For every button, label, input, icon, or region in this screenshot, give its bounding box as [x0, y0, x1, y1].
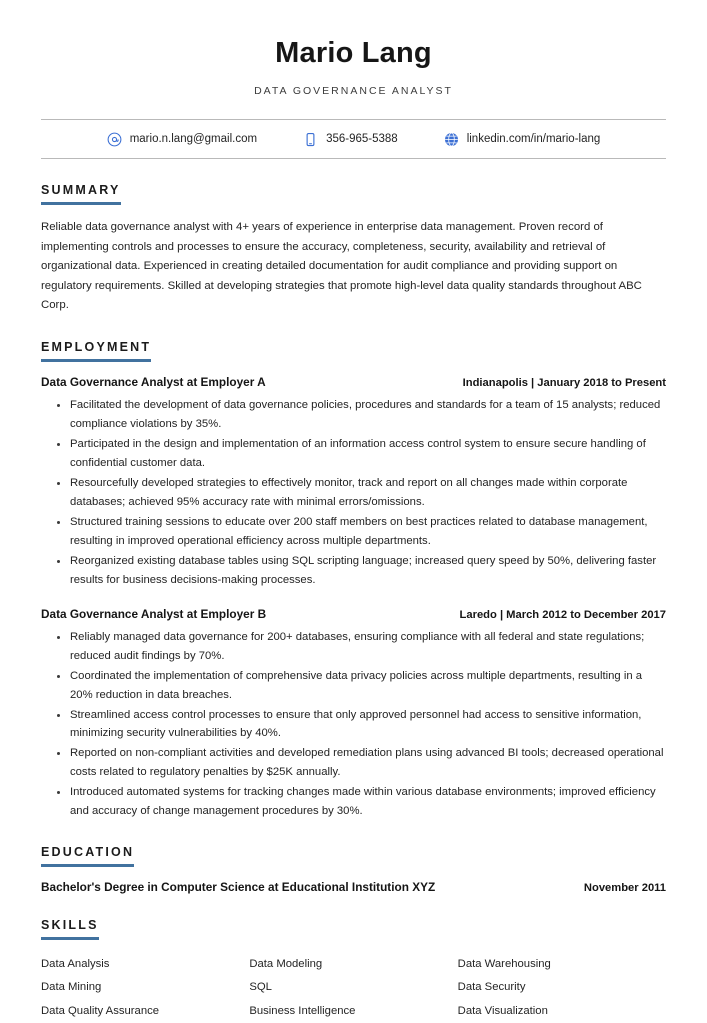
globe-icon [444, 132, 459, 147]
list-item: Resourcefully developed strategies to effectively monitor, track and report on all changes made within corporate databases; achieved 95% accuracy rate with minimal errors/omissions. [70, 474, 666, 512]
employment-job-title: Data Governance Analyst at Employer A [41, 374, 266, 389]
contact-email-value: mario.n.lang@gmail.com [129, 133, 258, 146]
skills-grid [41, 953, 666, 1022]
list-item: Data Warehousing [457, 958, 551, 971]
employment-bullet-list [41, 396, 666, 590]
list-item: Introduced automated systems for tracking changes made within various database environments; improved efficiency and accuracy of change management procedures by 30%. [70, 783, 666, 821]
section-heading-skills: SKILLS [41, 918, 99, 940]
contact-bar [41, 120, 666, 158]
employment-location-dates: Laredo | March 2012 to December 2017 [459, 608, 666, 621]
list-item: Data Modeling [249, 958, 323, 971]
list-item: Data Visualization [457, 1004, 548, 1017]
skills-body [41, 953, 666, 1022]
list-item: Data Mining [41, 981, 102, 994]
section-employment [41, 338, 666, 821]
resume-header [41, 0, 666, 97]
section-heading-employment: EMPLOYMENT [41, 340, 151, 362]
list-item: Structured training sessions to educate over 200 staff members on best practices related to database management, resulting in improved operational efficiency across multiple departments. [70, 513, 666, 551]
education-entry-header [41, 880, 666, 894]
list-item: Reorganized existing database tables using SQL scripting language; increased query speed by 50%, delivering faster results for business decisions-making processes. [70, 552, 666, 590]
contact-linkedin-value: linkedin.com/in/mario-lang [466, 133, 601, 146]
employment-body [41, 375, 666, 821]
education-degree: Bachelor's Degree in Computer Science at Educational Institution XYZ [41, 880, 436, 895]
summary-text: Reliable data governance analyst with 4+ years of experience in enterprise data management. Proven record of implementing controls and processes to ensure the accuracy, completeness, security, availability and retrieval of organizational data. Experienced in creating detailed documentation for audit compliance and providing support on regulatory requirements. Skilled at developing strategies that promote high-level data quality standards throughout ABC Corp. [41, 220, 642, 312]
employment-bullet-list [41, 628, 666, 822]
list-item: Data Analysis [41, 958, 110, 971]
candidate-name: Mario Lang [275, 37, 432, 69]
section-education [41, 843, 666, 894]
list-item: Reliably managed data governance for 200+ databases, ensuring compliance with all federal and state regulations; reduced audit findings by 70%. [70, 628, 666, 666]
education-entry [41, 880, 666, 894]
list-item: Participated in the design and implementation of an information access control system to ensure secure handling of confidential customer data. [70, 435, 666, 473]
section-skills [41, 916, 666, 1022]
summary-body [41, 218, 666, 316]
mobile-phone-icon [303, 132, 318, 147]
list-item: Business Intelligence [249, 1004, 356, 1017]
contact-linkedin[interactable] [444, 132, 601, 147]
list-item: Facilitated the development of data governance policies, procedures and standards for a team of 15 analysts; reduced compliance violations by 35%. [70, 396, 666, 434]
education-body [41, 880, 666, 894]
header-divider-bottom [41, 158, 666, 159]
email-at-icon [107, 132, 122, 147]
section-heading-education: EDUCATION [41, 845, 134, 867]
employment-job-title: Data Governance Analyst at Employer B [41, 606, 267, 621]
contact-phone-value: 356-965-5388 [326, 133, 398, 146]
list-item: Streamlined access control processes to ensure that only approved personnel had access to sensitive information, minimizing security vulnerabilities by 40%. [70, 706, 666, 744]
list-item: Data Quality Assurance [41, 1004, 160, 1017]
employment-entry [41, 607, 666, 822]
list-item: Reported on non-compliant activities and developed remediation plans using advanced BI tools; decreased operational costs related to regulatory penalties by $25K annually. [70, 744, 666, 782]
contact-email[interactable] [107, 132, 257, 147]
employment-entry [41, 375, 666, 590]
contact-phone[interactable] [303, 132, 398, 147]
employment-location-dates: Indianapolis | January 2018 to Present [462, 376, 666, 389]
list-item: Coordinated the implementation of comprehensive data privacy policies across multiple departments, resulting in a 20% reduction in data breaches. [70, 667, 666, 705]
employment-entry-header [41, 375, 666, 389]
candidate-job-title: DATA GOVERNANCE ANALYST [254, 84, 453, 97]
list-item: Data Security [457, 981, 526, 994]
employment-entry-header [41, 607, 666, 621]
section-summary [41, 181, 666, 316]
section-heading-summary: SUMMARY [41, 183, 121, 205]
list-item: SQL [249, 981, 272, 994]
education-date: November 2011 [583, 882, 666, 895]
